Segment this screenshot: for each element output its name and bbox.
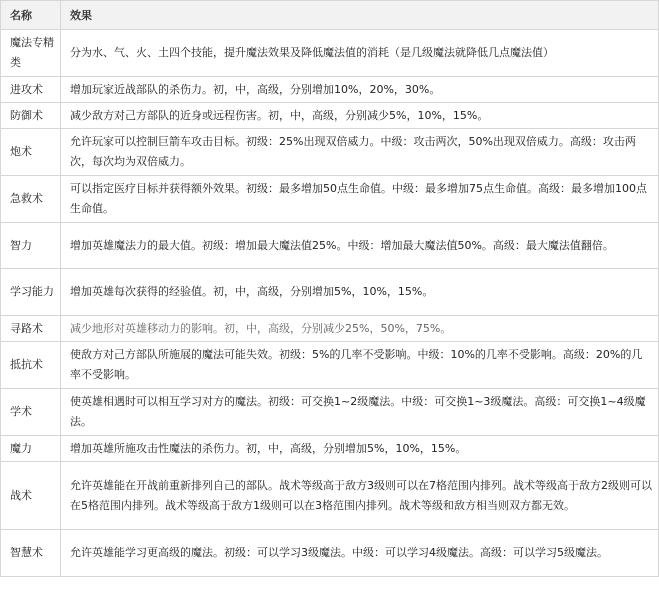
skill-name: 寻路术 — [1, 316, 61, 342]
table-row — [1, 129, 659, 176]
table-row — [1, 30, 659, 77]
table-row — [1, 176, 659, 223]
skill-effect: 增加英雄每次获得的经验值。初，中，高级，分别增加5%，10%，15%。 — [61, 269, 659, 316]
skill-effect: 增加玩家近战部队的杀伤力。初，中，高级，分别增加10%，20%，30%。 — [61, 77, 659, 103]
skill-effect: 允许英雄能在开战前重新排列自己的部队。战术等级高于敌方3级则可以在7格范围内排列。战术等级高于敌方2级则可以在5格范围内排列。战术等级高于敌方1级则可以在3格范围内排列。战术等级和敌方相当则双方都无效。 — [61, 462, 659, 530]
skill-name: 战术 — [1, 462, 61, 530]
skill-effect: 可以指定医疗目标并获得额外效果。初级：最多增加50点生命值。中级：最多增加75点生命值。高级：最多增加100点生命值。 — [61, 176, 659, 223]
skill-name: 抵抗术 — [1, 342, 61, 389]
skill-name: 魔法专精类 — [1, 30, 61, 77]
skill-name: 学习能力 — [1, 269, 61, 316]
header-effect: 效果 — [61, 1, 659, 30]
table-row — [1, 77, 659, 103]
skill-effect: 使英雄相遇时可以相互学习对方的魔法。初级：可交换1~2级魔法。中级：可交换1~3级魔法。高级：可交换1~4级魔法。 — [61, 389, 659, 436]
table-row — [1, 103, 659, 129]
skill-effect: 减少敌方对己方部队的近身或远程伤害。初，中，高级，分别减少5%，10%，15%。 — [61, 103, 659, 129]
skill-effect: 减少地形对英雄移动力的影响。初，中，高级，分别减少25%，50%，75%。 — [61, 316, 659, 342]
skill-effect: 增加英雄所施攻击性魔法的杀伤力。初，中，高级，分别增加5%，10%，15%。 — [61, 436, 659, 462]
table-row — [1, 436, 659, 462]
table-row — [1, 223, 659, 269]
table-row — [1, 462, 659, 530]
header-row — [1, 1, 659, 30]
table-row — [1, 316, 659, 342]
header-name: 名称 — [1, 1, 61, 30]
table-row — [1, 530, 659, 577]
skill-effect: 分为水、气、火、土四个技能，提升魔法效果及降低魔法值的消耗（是几级魔法就降低几点魔法值） — [61, 30, 659, 77]
skill-name: 防御术 — [1, 103, 61, 129]
table-row — [1, 389, 659, 436]
skill-effect: 允许玩家可以控制巨箭车攻击目标。初级：25%出现双倍威力。中级：攻击两次，50%出现双倍威力。高级：攻击两次，每次均为双倍威力。 — [61, 129, 659, 176]
table-row — [1, 342, 659, 389]
skill-effect: 增加英雄魔法力的最大值。初级：增加最大魔法值25%。中级：增加最大魔法值50%。高级：最大魔法值翻倍。 — [61, 223, 659, 269]
skill-name: 进攻术 — [1, 77, 61, 103]
skill-effect: 允许英雄能学习更高级的魔法。初级：可以学习3级魔法。中级：可以学习4级魔法。高级：可以学习5级魔法。 — [61, 530, 659, 577]
skill-name: 智力 — [1, 223, 61, 269]
skill-name: 魔力 — [1, 436, 61, 462]
skill-name: 炮术 — [1, 129, 61, 176]
skill-name: 智慧术 — [1, 530, 61, 577]
table-row — [1, 269, 659, 316]
skill-name: 急救术 — [1, 176, 61, 223]
skill-name: 学术 — [1, 389, 61, 436]
skill-effect: 使敌方对己方部队所施展的魔法可能失效。初级：5%的几率不受影响。中级：10%的几率不受影响。高级：20%的几率不受影响。 — [61, 342, 659, 389]
